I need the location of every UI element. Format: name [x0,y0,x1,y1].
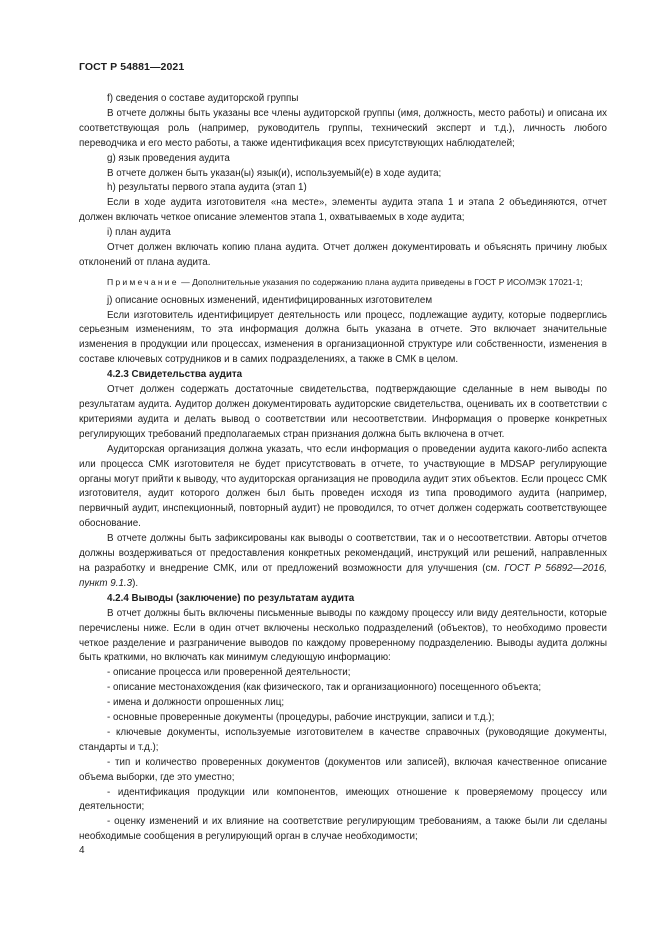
note-text: — Дополнительные указания по содержанию плана аудита приведены в ГОСТ Р ИСО/МЭК 17021-1; [178,276,583,287]
list-item: - ключевые документы, используемые изготовителем в качестве справочных (руководящие документы, стандарты и т.д.); [79,726,607,753]
document-body [79,92,607,845]
item-g-body: В отчете должен быть указан(ы) язык(и), используемый(е) в ходе аудита; [107,167,442,179]
section-4-2-3-para-1: Отчет должен содержать достаточные свидетельства, подтверждающие сделанные в нем выводы по результатам аудита. Аудитор должен документировать аудиторские свидетельства, оценивать их в соответствии с критериями аудита и делать вывод о соответствии или несоответствии. Информация о проверке конкретных регулирующих требований предполагаемых стран признания должна быть включена в отчет. [79,384,607,440]
section-4-2-3-para-3 [79,532,607,592]
section-4-2-4-para-1: В отчет должны быть включены письменные выводы по каждому процессу или виду деятельности, которые перечислены ниже. Если в один отчет включены несколько подразделений (объектов), то необходимо провести четкое разделение и разграничение выводов по каждому проверенному подразделению. Выводы аудита должны быть краткими, но включать как минимум следующую информацию: [79,607,607,664]
item-i-title: i) план аудита [107,227,171,239]
standard-reference: ГОСТ Р 56892—2016, пункт 9.1.3 [79,562,607,589]
list-item: - идентификация продукции или компонентов, имеющих отношение к проверяемому процессу или деятельности; [79,786,607,813]
item-j-title: j) описание основных изменений, идентифицированных изготовителем [107,294,433,306]
list-item: - описание процесса или проверенной деятельности; [107,667,351,679]
item-j-body: Если изготовитель идентифицирует деятельность или процесс, подлежащие аудиту, которые подверглись серьезным изменениям, то эта информация должна быть указана в отчете. Это включает значительные изменения в продукции или процессах, изменения в организационной структуре или собственности, изменения в составе ключевых сотрудников и в самих подразделениях, а также в СМК в целом. [79,309,607,366]
list-item: - описание местонахождения (как физического, так и организационного) посещенного объекта; [107,682,542,694]
reference-open: (см. [482,562,505,574]
list-item: - тип и количество проверенных документов (документов или записей), включая качественное описание объема выборки, где это уместно; [79,756,607,783]
page-number: 4 [79,845,85,856]
item-f-body: В отчете должны быть указаны все члены аудиторской группы (имя, должность, место работы) и описана их соответствующая роль (например, руководитель группы, технический эксперт и т.д.), личность любого переводчика и его место работы, а также идентификация всех присутствующих наблюдателей; [79,107,607,149]
note-label: Примечание [107,276,179,287]
item-g-title: g) язык проведения аудита [107,152,230,164]
section-4-2-3-heading: 4.2.3 Свидетельства аудита [107,369,243,381]
item-h-body: Если в ходе аудита изготовителя «на месте», элементы аудита этапа 1 и этапа 2 объединяются, отчет должен включать четкое описание элементов этапа 1, охватываемых в ходе аудита; [79,197,607,224]
para-3-text: В отчете должны быть зафиксированы как выводы о соответствии, так и о несоответствии. Авторы отчетов должны воздерживаться от предоставления конкретных рекомендаций, инструкций или решений, направленных на разработку и внедрение СМК, или от предложений возможности для улучшения [79,533,607,574]
list-item: - оценку изменений и их влияние на соответствие регулирующим требованиям, а также были ли сделаны необходимые сообщения в регулирующий орган в случае необходимости; [79,816,607,843]
list-item: - основные проверенные документы (процедуры, рабочие инструкции, записи и т.д.); [107,712,495,724]
section-4-2-4-heading: 4.2.4 Выводы (заключение) по результатам аудита [107,592,355,604]
reference-close: ). [132,577,139,589]
item-i-body: Отчет должен включать копию плана аудита. Отчет должен документировать и объяснять причину любых отклонений от плана аудита. [79,242,607,268]
document-header: ГОСТ Р 54881—2021 [79,61,185,73]
list-item: - имена и должности опрошенных лиц; [107,697,285,709]
section-4-2-3-para-2: Аудиторская организация должна указать, что если информация о проведении аудита какого-либо аспекта или процесса СМК изготовителя не будет присутствовать в отчете, то участвующие в MDSAP регулирующие органы могут прийти к выводу, что аудиторская организация не проводила аудит этих объектов. Если процесс СМК изготовителя, аудит которого должен был быть проведен исходя из типа проводимого аудита (например, первичный аудит, инспекционный, повторный аудит) не проводился, то отчет должен содержать соответствующее обоснование. [79,443,607,530]
item-f-title: f) сведения о составе аудиторской группы [107,93,299,104]
item-h-title: h) результаты первого этапа аудита (этап 1) [107,182,307,194]
note [79,276,607,290]
